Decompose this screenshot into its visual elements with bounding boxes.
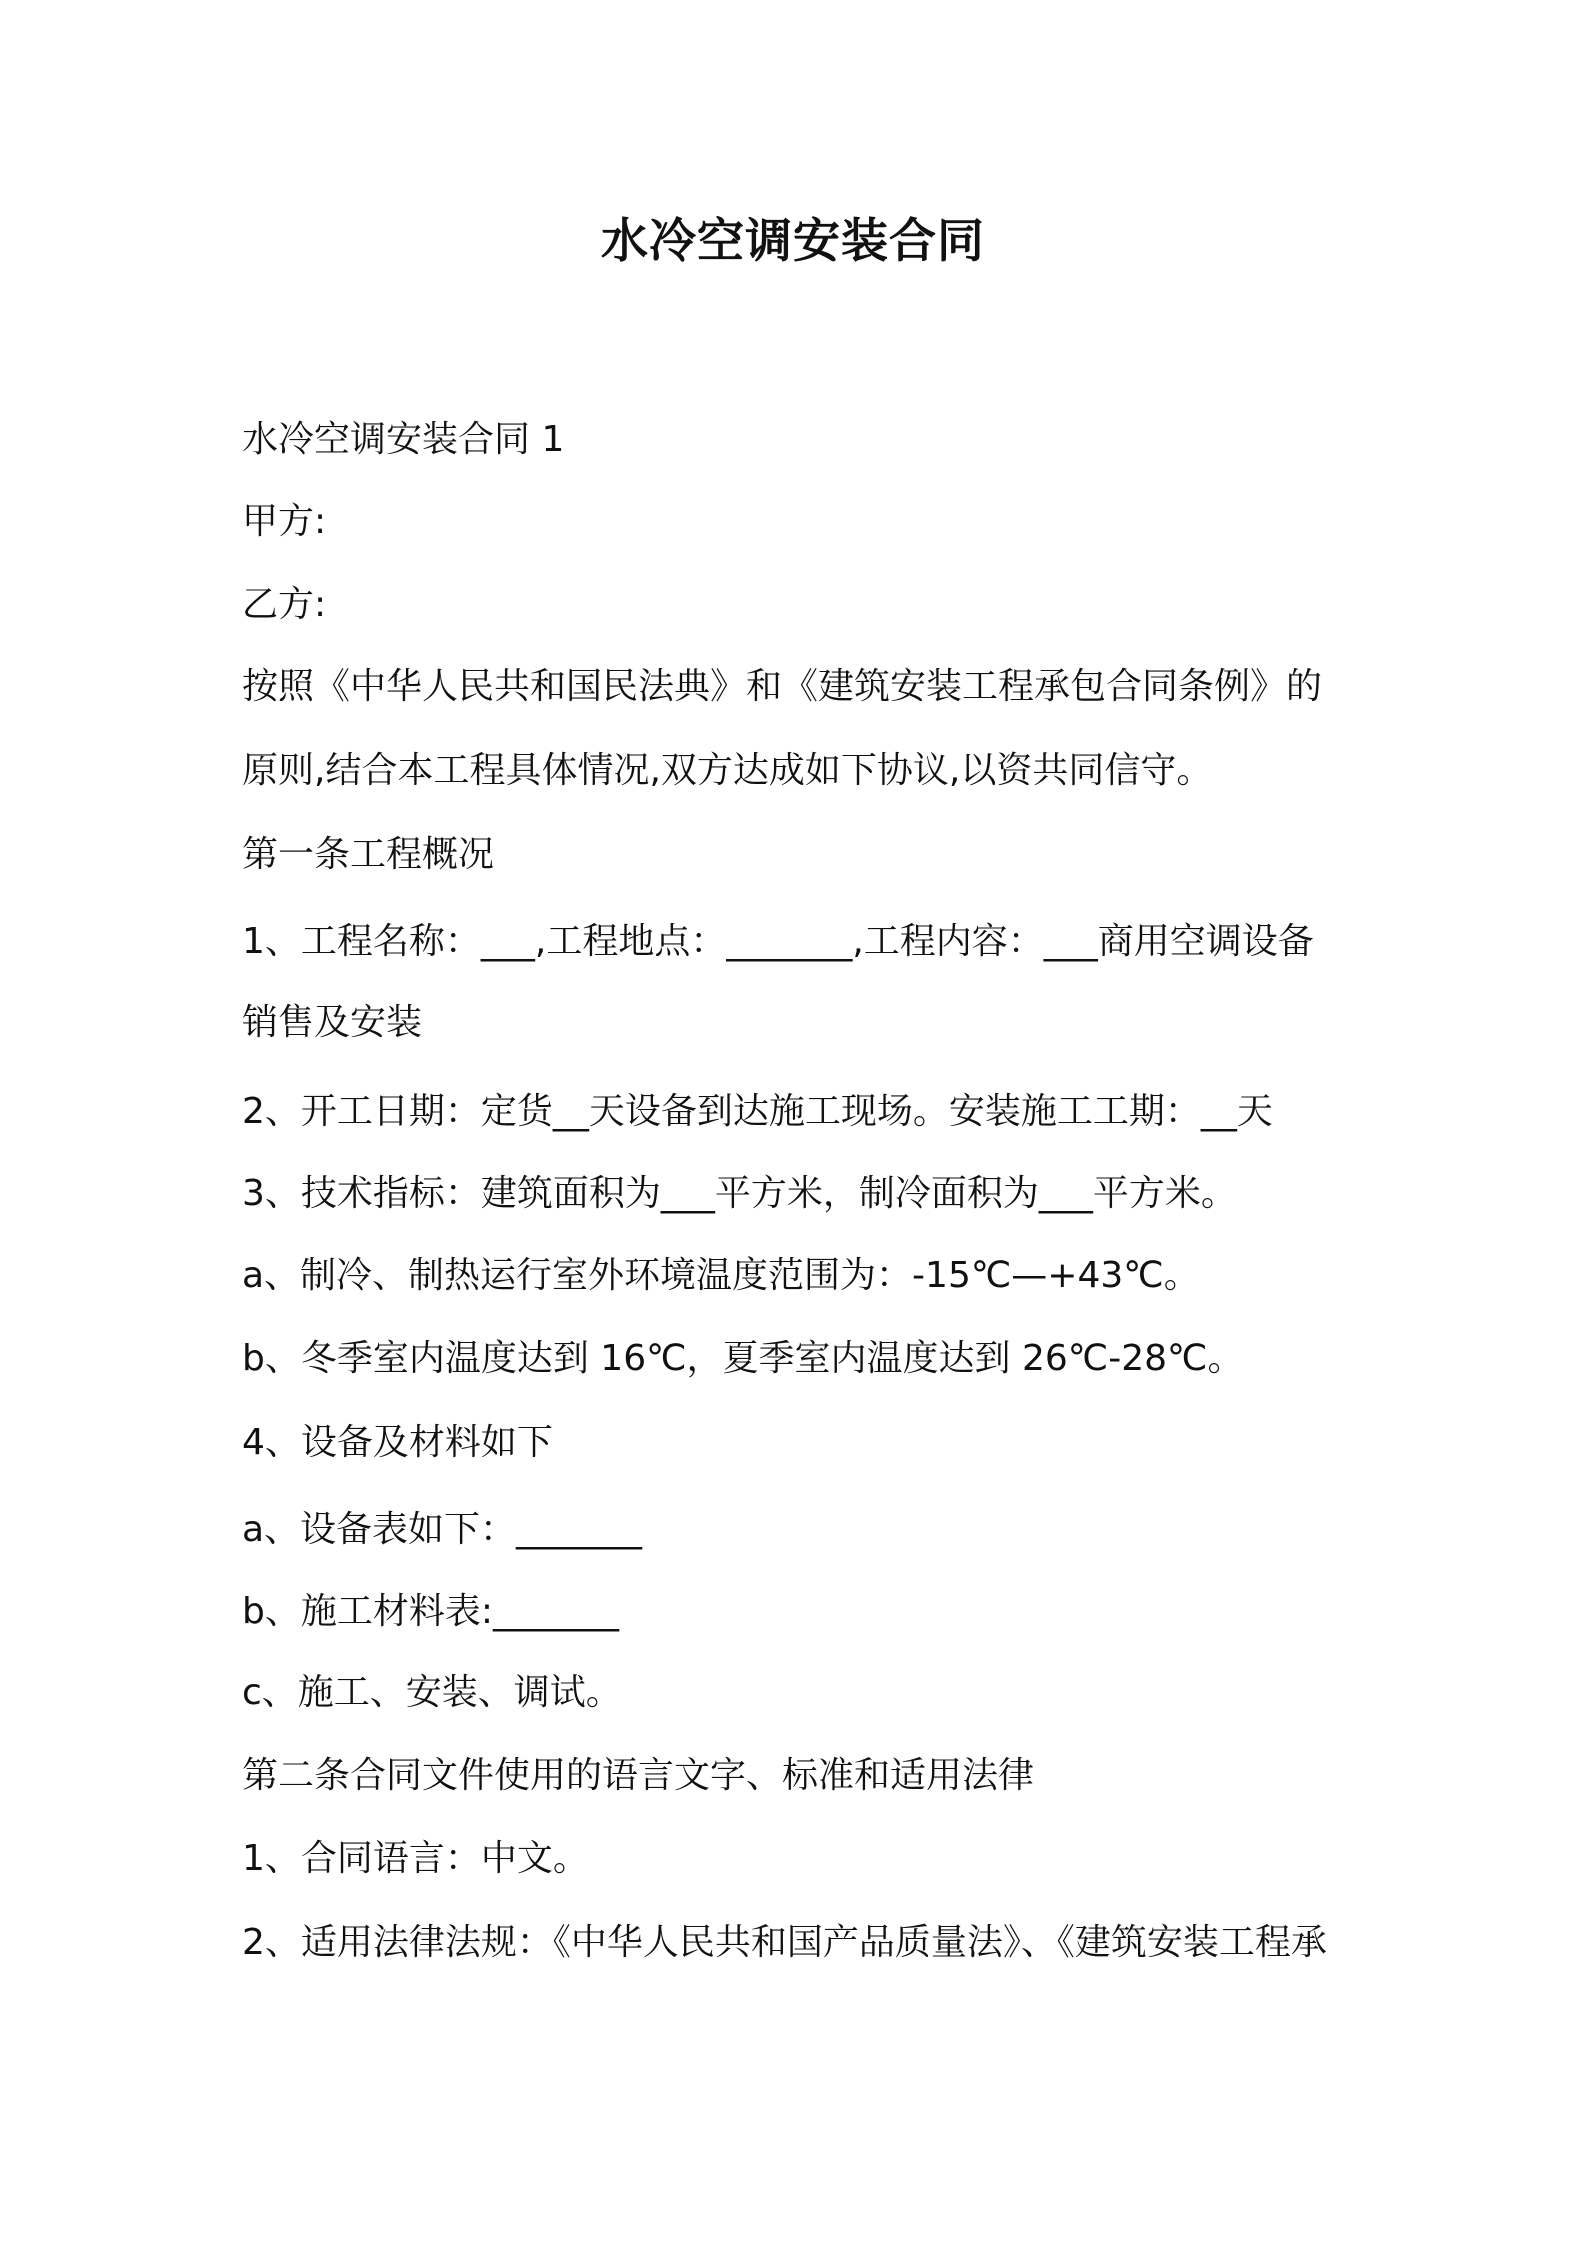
equipment-heading: 4、设备及材料如下 xyxy=(242,1422,553,1463)
materials-table-line: b、施工材料表:_______ xyxy=(242,1591,619,1632)
project-name-line: 1、工程名称：___,工程地点：_______,工程内容：___商用空调设备 xyxy=(242,921,1314,962)
party-a-label: 甲方: xyxy=(242,501,327,542)
preamble-line-1: 按照《中华人民共和国民法典》和《建筑安装工程承包合同条例》的 xyxy=(242,666,1323,707)
preamble-line-2: 原则,结合本工程具体情况,双方达成如下协议,以资共同信守。 xyxy=(242,750,1213,791)
contract-heading: 水冷空调安装合同 1 xyxy=(242,419,565,460)
party-b-label: 乙方: xyxy=(242,584,327,625)
article-2-heading: 第二条合同文件使用的语言文字、标准和适用法律 xyxy=(242,1755,1035,1796)
indoor-temperature-line: b、冬季室内温度达到 16℃，夏季室内温度达到 26℃-28℃。 xyxy=(242,1338,1244,1379)
equipment-table-line: a、设备表如下：_______ xyxy=(242,1509,643,1550)
applicable-law-line: 2、适用法律法规：《中华人民共和国产品质量法》、《建筑安装工程承 xyxy=(242,1922,1327,1963)
article-1-heading: 第一条工程概况 xyxy=(242,834,495,875)
technical-spec-line: 3、技术指标：建筑面积为___平方米，制冷面积为___平方米。 xyxy=(242,1173,1237,1214)
installation-line: c、施工、安装、调试。 xyxy=(242,1672,622,1713)
document-title: 水冷空调安装合同 xyxy=(601,214,985,269)
start-date-line: 2、开工日期：定货__天设备到达施工现场。安装施工工期：__天 xyxy=(242,1091,1273,1132)
temperature-range-line: a、制冷、制热运行室外环境温度范围为：-15℃—+43℃。 xyxy=(242,1255,1200,1296)
project-name-line-cont: 销售及安装 xyxy=(242,1002,423,1043)
contract-language-line: 1、合同语言：中文。 xyxy=(242,1838,589,1879)
